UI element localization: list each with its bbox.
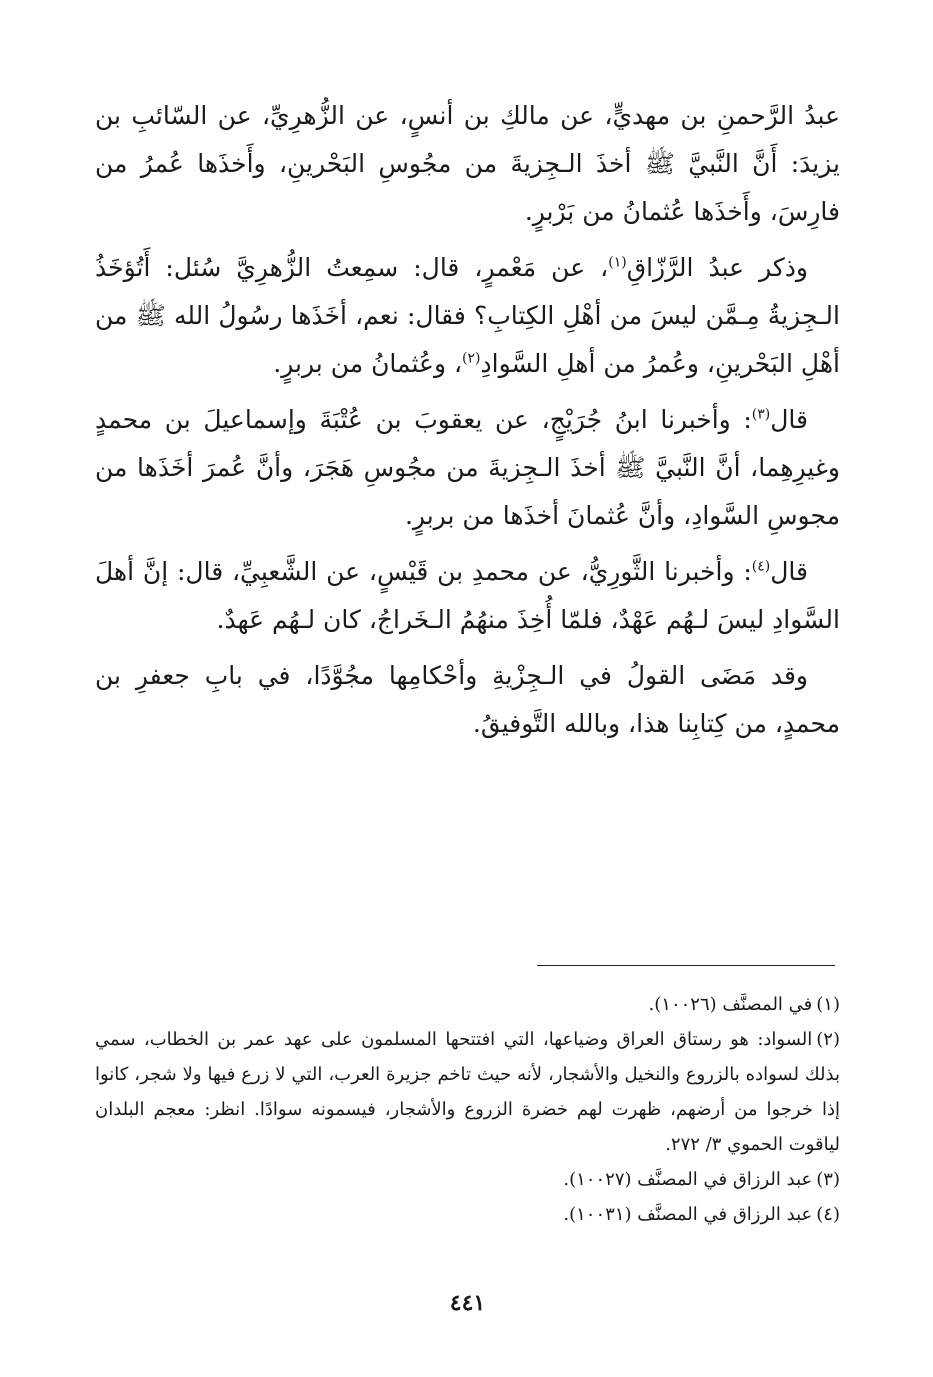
footnote-2 — [95, 1022, 840, 1162]
paragraph-2-text-a: وذكر عبدُ الرَّزّاقِ — [626, 253, 808, 282]
footnote-4-number: (٤) — [816, 1204, 840, 1225]
footnote-3 — [95, 1162, 840, 1197]
footnote-ref-3[interactable]: (٣) — [751, 406, 771, 423]
footnote-divider — [537, 965, 835, 966]
footnote-3-text: عبد الرزاق في المصنَّف (١٠٠٢٧). — [563, 1169, 813, 1190]
book-page — [95, 92, 840, 1342]
paragraph-4-text-a: قال — [770, 557, 808, 586]
main-text-body — [95, 92, 840, 748]
paragraph-2 — [95, 244, 840, 388]
footnote-1 — [95, 987, 840, 1022]
footnote-1-text: في المصنَّف (١٠٠٢٦). — [648, 994, 813, 1015]
paragraph-1-text: عبدُ الرَّحمنِ بن مهديٍّ، عن مالكِ بن أنسٍ، عن الزُّهرِيِّ، عن السّائبِ بن يزيدَ: أَنَّ النَّبيَّ ﷺ أخذَ الـجِزيةَ من مجُوسِ البَحْرينِ، وأَخذَها عُمرُ من فارِسَ، وأَخذَها عُثمانُ من بَرْبرٍ. — [95, 101, 840, 226]
footnotes-section — [95, 987, 840, 1232]
footnote-1-number: (١) — [816, 994, 840, 1015]
footnote-ref-4[interactable]: (٤) — [751, 558, 771, 575]
footnote-ref-2[interactable]: (٢) — [462, 350, 481, 367]
footnote-2-text: السواد: هو رستاق العراق وضياعها، التي افتتحها المسلمون على عهد عمر بن الخطاب، سمي بذلك لسواده بالزروع والنخيل والأشجار، لأنه حيث تاخم جزيرة العرب، التي لا زرع فيها ولا شجر، كانوا إذا خرجوا من أرضهم، ظهرت لهم خضرة الزروع والأشجار، فيسمونه سوادًا. انظر: معجم البلدان لياقوت الحموي ٣/ ٢٧٢. — [95, 1029, 840, 1155]
footnote-ref-1[interactable]: (١) — [608, 254, 627, 271]
paragraph-2-text-c: ، وعُثمانُ من بربرٍ. — [273, 349, 463, 378]
paragraph-1 — [95, 92, 840, 236]
paragraph-3-text-b: : وأخبرنا ابنُ جُرَيْجٍ، عن يعقوبَ بن عُتْبَةَ وإسماعيلَ بن محمدٍ وغيرِهِما، أنَّ النَّبيَّ ﷺ أخذَ الـجِزيةَ من مجُوسِ هَجَرَ، وأنَّ عُمرَ أخَذَها من مجوسِ السَّوادِ، وأنَّ عُثمانَ أخذَها من بربرٍ. — [95, 405, 840, 530]
page-number: ٤٤١ — [449, 1290, 486, 1316]
paragraph-5-text: وقد مَضَى القولُ في الـجِزْيةِ وأحْكامِها مجُوَّدًا، في بابِ جعفرِ بن محمدٍ، من كِتابِنا هذا، وبالله التَّوفيقُ. — [95, 661, 840, 738]
paragraph-2-text-b: ، عن مَعْمرٍ، قال: سمِعتُ الزُّهرِيَّ سُئل: أَتُؤخَذُ الـجِزيةُ مِـمَّن ليسَ من أهْلِ الكِتابِ؟ فقال: نعم، أخَذَها رسُولُ الله ﷺ من أهْلِ البَحْرينِ، وعُمرُ من أهلِ السَّوادِ — [95, 253, 840, 378]
footnote-2-number: (٢) — [816, 1029, 840, 1050]
paragraph-4 — [95, 548, 840, 644]
footnote-4 — [95, 1197, 840, 1232]
paragraph-4-text-b: : وأخبرنا الثَّورِيُّ، عن محمدِ بن قَيْسٍ، عن الشَّعبِيِّ، قال: إنَّ أهلَ السَّوادِ ليسَ لـهُم عَهْدٌ، فلمّا أُخِذَ منهُمُ الـخَراجُ، كان لـهُم عَهدٌ. — [95, 557, 840, 634]
paragraph-5 — [95, 652, 840, 748]
footnote-3-number: (٣) — [816, 1169, 840, 1190]
paragraph-3 — [95, 396, 840, 540]
paragraph-3-text-a: قال — [770, 405, 808, 434]
footnote-4-text: عبد الرزاق في المصنَّف (١٠٠٣١). — [563, 1204, 813, 1225]
